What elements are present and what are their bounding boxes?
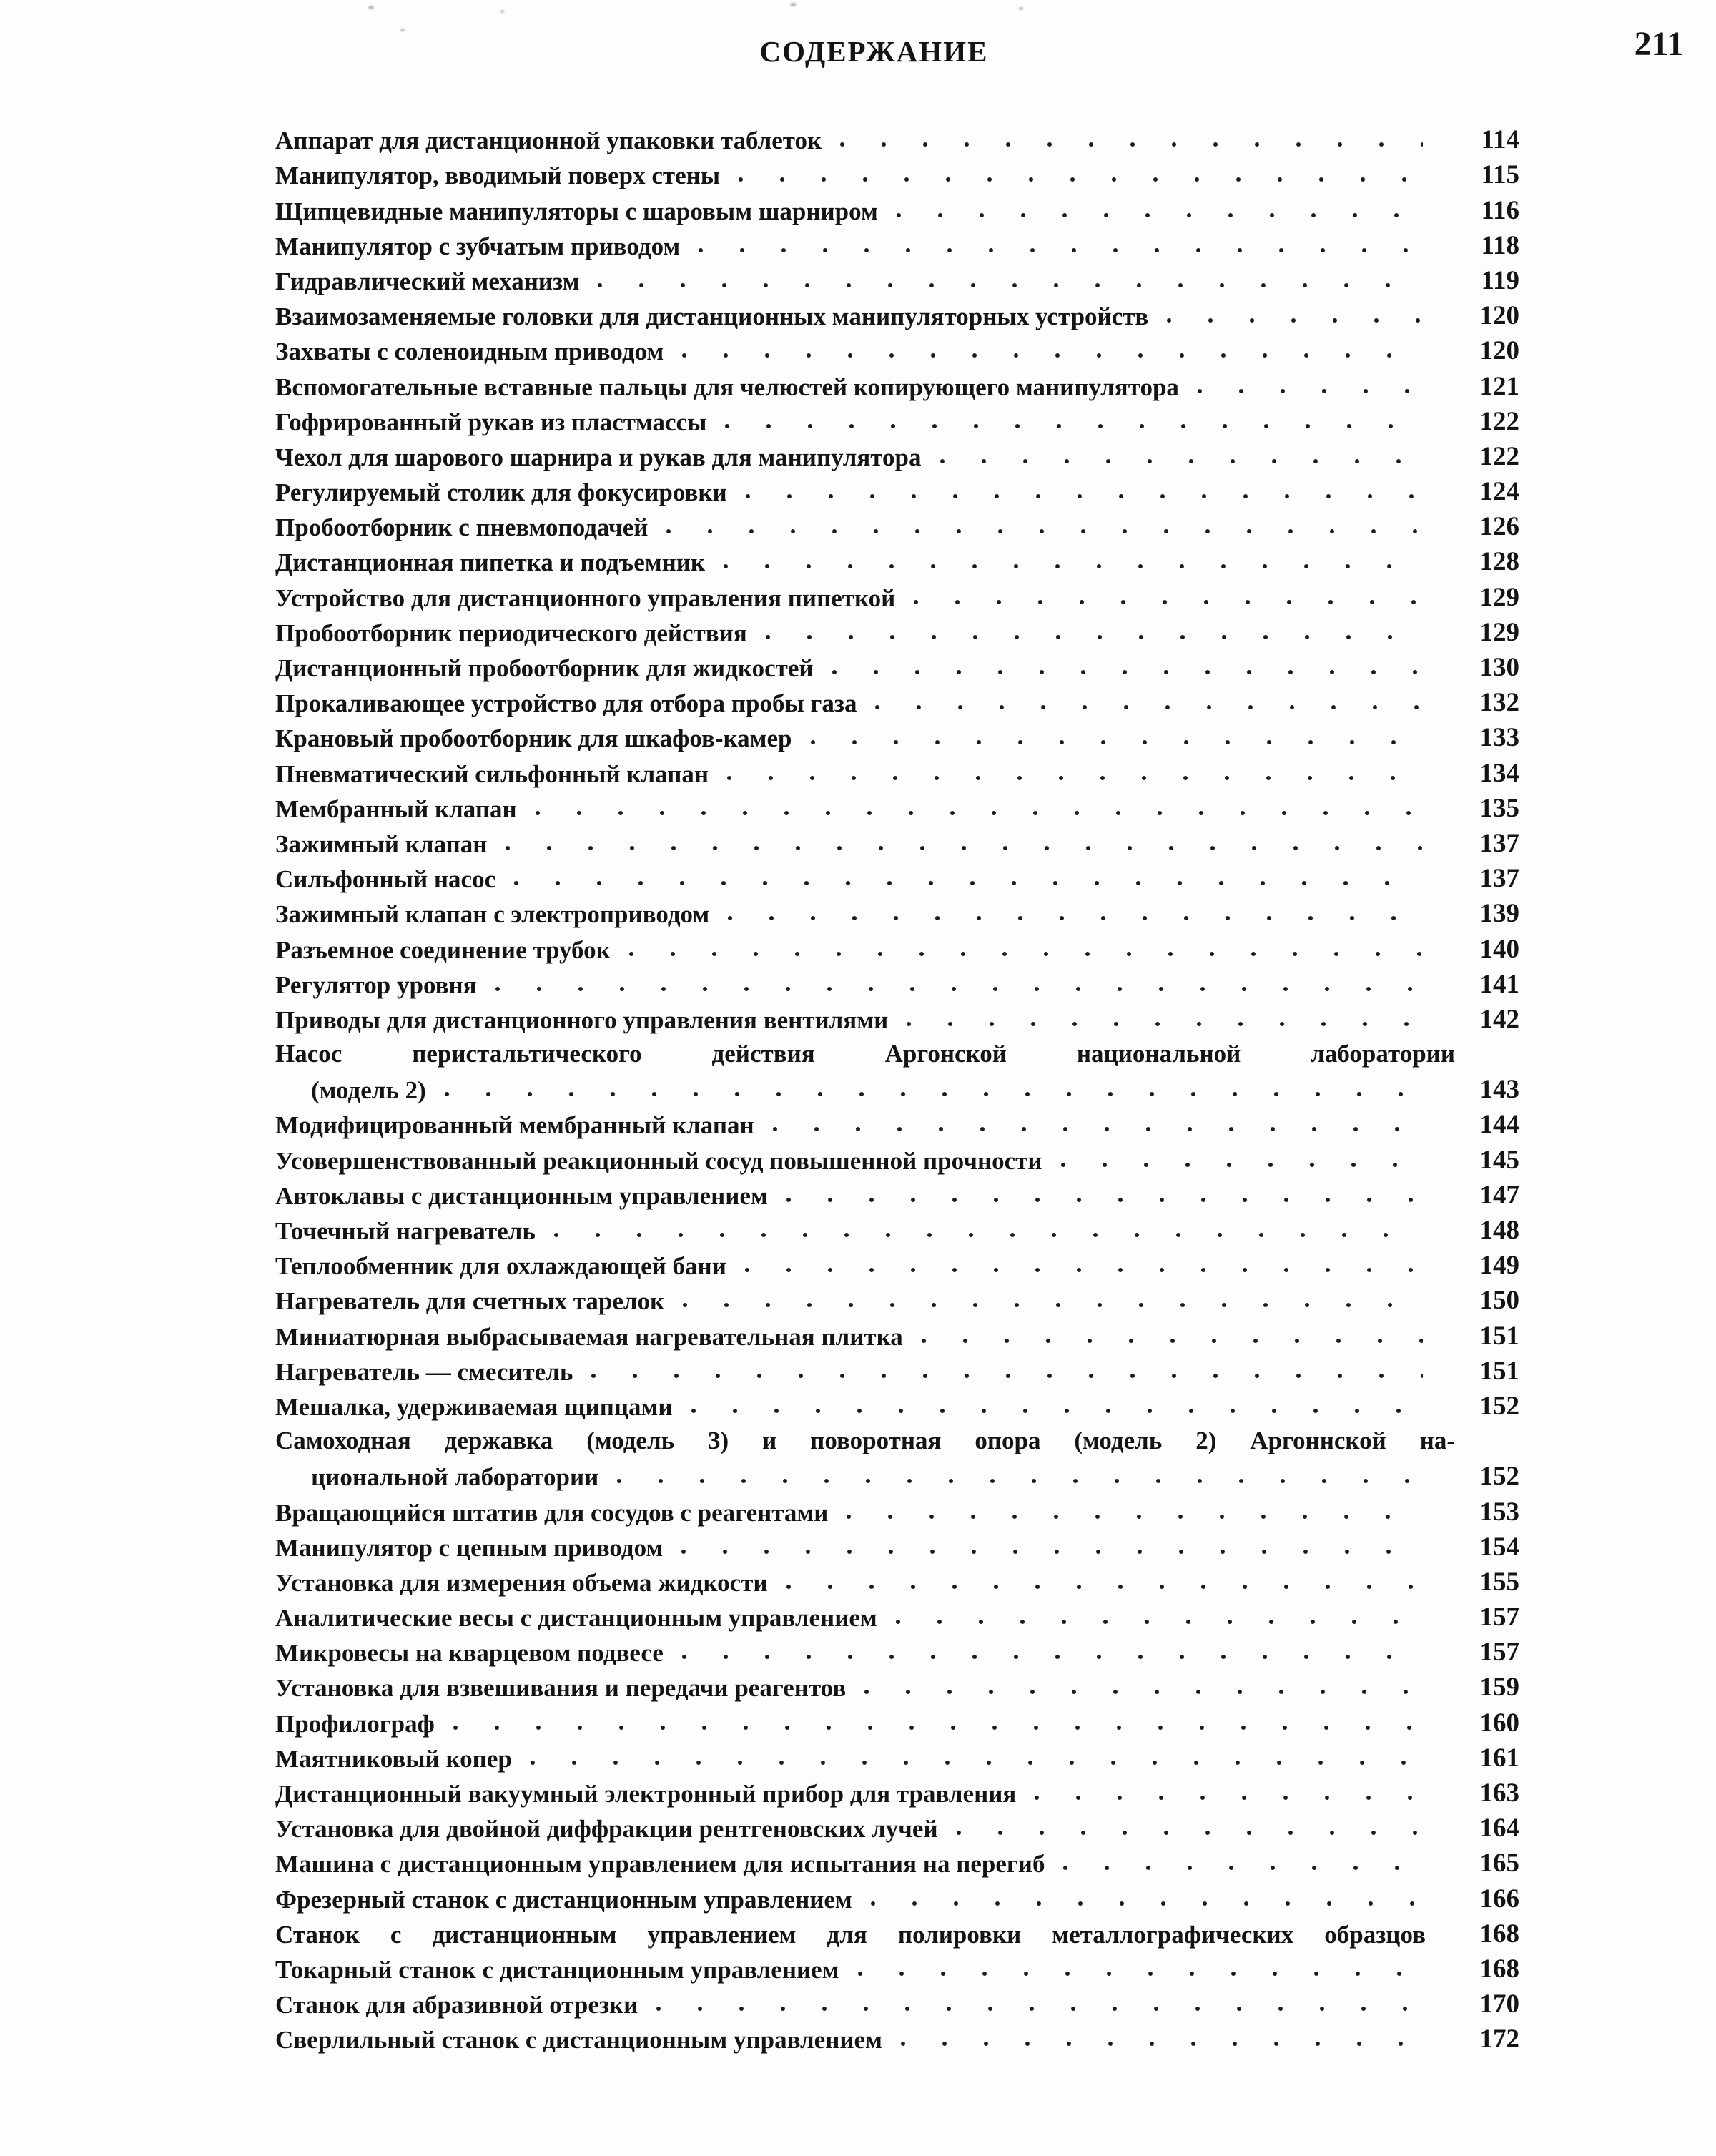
dot-leader xyxy=(939,458,1423,465)
toc-entry-row xyxy=(275,294,1519,329)
dot-leader xyxy=(534,809,1423,817)
toc-entry-title: Машина с дистанционным управлением для испытания на перегиб xyxy=(275,1850,1045,1879)
toc-entry-title: Микровесы на кварцевом подвесе xyxy=(275,1639,664,1668)
dot-leader xyxy=(529,1759,1423,1766)
toc-entry-row xyxy=(275,259,1519,294)
toc-entry-title: Пневматический сильфонный клапан xyxy=(275,759,709,788)
toc-entry-row xyxy=(275,787,1519,822)
toc-entry-title: Приводы для дистанционного управления вентилями xyxy=(275,1005,889,1034)
toc-entry-row xyxy=(275,470,1519,505)
toc-entry-row xyxy=(275,1736,1519,1771)
toc-entry-title: Крановый пробоотборник для шкафов-камер xyxy=(275,724,792,753)
toc-entry-page: 114 xyxy=(1481,125,1519,155)
dot-leader xyxy=(681,1653,1423,1660)
toc-entry-page: 159 xyxy=(1479,1673,1519,1703)
dot-leader xyxy=(737,176,1423,183)
toc-entry-title: Дистанционный вакуумный электронный прибор для травления xyxy=(275,1780,1017,1808)
dot-leader xyxy=(955,1829,1423,1836)
toc-entry-title: Точечный нагреватель xyxy=(275,1217,536,1245)
dot-leader xyxy=(1196,388,1423,395)
dot-leader xyxy=(628,950,1423,958)
toc-entry-page: 165 xyxy=(1479,1849,1519,1879)
toc-entry-page: 142 xyxy=(1479,1004,1519,1034)
table-of-contents xyxy=(275,118,1519,2052)
scan-noise-speck xyxy=(500,10,504,13)
toc-entry-title: Нагреватель — смеситель xyxy=(275,1357,573,1386)
toc-entry-title: Манипулятор с цепным приводом xyxy=(275,1533,664,1562)
toc-entry-row xyxy=(275,540,1519,575)
toc-entry-row xyxy=(275,1209,1519,1244)
toc-entry-row xyxy=(275,153,1519,188)
dot-leader xyxy=(912,599,1423,606)
toc-entry-title: Разъемное соединение трубок xyxy=(275,935,611,964)
toc-entry-row xyxy=(275,1771,1519,1806)
toc-entry-row xyxy=(275,1349,1519,1384)
toc-entry-page: 119 xyxy=(1481,265,1519,295)
toc-entry-row xyxy=(275,400,1519,435)
dot-leader xyxy=(845,1513,1423,1520)
toc-entry-page: 172 xyxy=(1479,2024,1519,2054)
dot-leader xyxy=(596,282,1423,289)
toc-entry-row xyxy=(275,1630,1519,1668)
toc-entry-row xyxy=(275,1279,1519,1314)
toc-entry-row xyxy=(275,1595,1519,1633)
toc-entry-page: 128 xyxy=(1479,547,1519,577)
toc-entry-page: 147 xyxy=(1479,1180,1519,1210)
dot-leader xyxy=(616,1477,1423,1485)
toc-entry-title: Усовершенствованный реакционный сосуд повышенной прочности xyxy=(275,1146,1042,1175)
dot-leader xyxy=(1060,1161,1423,1168)
toc-entry-title: Аппарат для дистанционной упаковки таблеток xyxy=(275,127,822,155)
dot-leader xyxy=(839,141,1423,148)
dot-leader xyxy=(785,1583,1423,1590)
dot-leader xyxy=(809,739,1423,746)
toc-entry-row xyxy=(275,575,1519,610)
toc-entry-title: Зажимный клапан с электроприводом xyxy=(275,900,710,929)
dot-leader xyxy=(744,1266,1423,1274)
toc-entry-title: Теплообменник для охлаждающей бани xyxy=(275,1252,726,1281)
toc-entry-title: Чехол для шарового шарнира и рукав для манипулятора xyxy=(275,443,922,471)
dot-leader xyxy=(452,1724,1423,1731)
toc-entry-row xyxy=(275,646,1519,681)
toc-entry-title: Вспомогательные вставные пальцы для челюстей копирующего манипулятора xyxy=(275,373,1179,401)
toc-entry-page: 126 xyxy=(1479,512,1519,542)
toc-entry-row xyxy=(275,1490,1519,1525)
toc-entry-row xyxy=(275,1912,1519,1947)
toc-entry-title: Регулятор уровня xyxy=(275,970,477,999)
toc-entry-title: Гофрированный рукав из пластмассы xyxy=(275,408,707,436)
dot-leader xyxy=(553,1231,1423,1239)
scan-noise-speck xyxy=(1019,7,1023,10)
toc-entry-page: 152 xyxy=(1479,1391,1519,1421)
scan-noise-speck xyxy=(790,3,797,6)
toc-entry-row xyxy=(275,963,1519,998)
toc-entry-page: 137 xyxy=(1479,864,1519,894)
dot-leader xyxy=(874,704,1423,711)
toc-entry-page: 115 xyxy=(1481,160,1519,190)
dot-leader xyxy=(1165,317,1423,324)
dot-leader xyxy=(504,845,1423,852)
toc-entry-line1: Насос перистальтического действия Аргонской национальной лаборатории xyxy=(275,1039,1455,1068)
dot-leader xyxy=(443,1091,1423,1098)
toc-entry-page: 120 xyxy=(1479,336,1519,366)
dot-leader xyxy=(513,880,1423,887)
toc-entry-row xyxy=(275,1384,1519,1419)
toc-entry-page: 166 xyxy=(1479,1884,1519,1914)
toc-entry-title: Взаимозаменяемые головки для дистанционных манипуляторных устройств xyxy=(275,302,1149,331)
toc-entry-row xyxy=(275,857,1519,892)
toc-entry-title: циональной лаборатории xyxy=(311,1463,599,1492)
toc-entry-title: Маятниковый копер xyxy=(275,1744,512,1773)
toc-entry-row xyxy=(275,1314,1519,1349)
dot-leader xyxy=(895,212,1423,219)
dot-leader xyxy=(665,528,1423,535)
toc-entry-page: 122 xyxy=(1479,441,1519,471)
dot-leader xyxy=(1062,1864,1423,1871)
toc-entry-title: Пробоотборник периодического действия xyxy=(275,619,747,647)
toc-entry-page: 145 xyxy=(1479,1145,1519,1175)
toc-entry-title: (модель 2) xyxy=(311,1076,426,1105)
toc-entry-title: Станок для абразивной отрезки xyxy=(275,1991,638,2019)
toc-entry-row xyxy=(275,118,1519,153)
dot-leader xyxy=(494,985,1423,993)
toc-entry-title: Зажимный клапан xyxy=(275,830,488,858)
toc-entry-title: Профилограф xyxy=(275,1709,435,1738)
toc-entry-title: Аналитические весы с дистанционным управлением xyxy=(275,1604,877,1633)
dot-leader xyxy=(905,1020,1423,1028)
dot-leader xyxy=(726,915,1423,922)
toc-entry-row xyxy=(275,1982,1519,2017)
toc-entry-row xyxy=(275,1700,1519,1736)
dot-leader xyxy=(744,493,1423,500)
toc-entry-page: 132 xyxy=(1479,688,1519,718)
toc-entry-page: 157 xyxy=(1479,1638,1519,1668)
toc-entry-page: 139 xyxy=(1479,899,1519,929)
toc-entry-page: 160 xyxy=(1479,1708,1519,1738)
toc-entry-row xyxy=(275,822,1519,857)
toc-entry-row xyxy=(275,1103,1519,1138)
toc-entry-page: 120 xyxy=(1479,301,1519,331)
toc-entry-title: Модифицированный мембранный клапан xyxy=(275,1111,754,1140)
toc-entry-row xyxy=(275,1876,1519,1914)
toc-entry-row xyxy=(275,751,1519,786)
toc-entry-page: 157 xyxy=(1479,1603,1519,1633)
dot-leader xyxy=(857,1970,1423,1977)
toc-entry-page: 134 xyxy=(1479,758,1519,788)
toc-entry-row xyxy=(275,188,1519,223)
toc-entry-row xyxy=(275,998,1519,1033)
toc-entry-page: 152 xyxy=(1479,1462,1519,1492)
dot-leader xyxy=(726,774,1423,782)
toc-entry-page: 153 xyxy=(1479,1497,1519,1527)
toc-entry-title: Манипулятор, вводимый поверх стены xyxy=(275,162,721,190)
toc-entry-row xyxy=(275,1173,1519,1209)
toc-entry-title: Автоклавы с дистанционным управлением xyxy=(275,1181,768,1210)
dot-leader xyxy=(681,1301,1423,1309)
toc-entry-page: 161 xyxy=(1479,1743,1519,1773)
toc-entry-row xyxy=(275,1525,1519,1560)
toc-entry-row xyxy=(275,1665,1519,1703)
toc-entry-page: 143 xyxy=(1479,1075,1519,1105)
toc-entry-row xyxy=(275,1841,1519,1879)
dot-leader xyxy=(590,1372,1423,1379)
toc-entry-row xyxy=(275,224,1519,259)
toc-entry-row xyxy=(275,927,1519,962)
dot-leader xyxy=(680,1548,1423,1555)
toc-entry-page: 168 xyxy=(1479,1954,1519,1984)
toc-entry-title: Регулируемый столик для фокусировки xyxy=(275,478,727,507)
toc-entry-title: Установка для взвешивания и передачи реагентов xyxy=(275,1674,847,1703)
toc-entry-page: 148 xyxy=(1479,1216,1519,1245)
toc-entry-title: Миниатюрная выбрасываемая нагревательная плитка xyxy=(275,1322,903,1351)
toc-entry-title: Гидравлический механизм xyxy=(275,267,580,295)
toc-entry-page: 151 xyxy=(1479,1356,1519,1386)
toc-entry-title: Манипулятор с зубчатым приводом xyxy=(275,232,681,260)
toc-entry-title: Щипцевидные манипуляторы с шаровым шарниром xyxy=(275,197,878,225)
page-number: 211 xyxy=(1634,25,1684,63)
toc-entry-page: 170 xyxy=(1479,1989,1519,2019)
toc-entry-page: 124 xyxy=(1479,477,1519,507)
toc-entry-title: Станок с дистанционным управлением для полировки металлографических образцов xyxy=(275,1920,1426,1949)
dot-leader xyxy=(869,1900,1423,1907)
toc-entry-row xyxy=(275,2017,1519,2052)
toc-entry-page: 140 xyxy=(1479,934,1519,964)
dot-leader xyxy=(831,669,1423,676)
toc-entry-page: 168 xyxy=(1479,1919,1519,1949)
toc-entry-row xyxy=(275,1068,1519,1103)
toc-entry-page: 130 xyxy=(1479,653,1519,682)
dot-leader xyxy=(863,1688,1423,1695)
toc-entry-title: Установка для измерения объема жидкости xyxy=(275,1568,768,1597)
toc-entry-row xyxy=(275,611,1519,646)
dot-leader xyxy=(722,563,1423,570)
toc-entry-page: 135 xyxy=(1479,793,1519,823)
toc-entry-page: 163 xyxy=(1479,1778,1519,1808)
toc-entry-page: 149 xyxy=(1479,1251,1519,1281)
toc-entry-page: 151 xyxy=(1479,1321,1519,1351)
scan-noise-speck xyxy=(368,6,374,9)
toc-entry-title: Фрезерный станок с дистанционным управлением xyxy=(275,1885,852,1914)
dot-leader xyxy=(697,247,1423,254)
dot-leader xyxy=(681,352,1423,359)
toc-entry-title: Мешалка, удерживаемая щипцами xyxy=(275,1392,673,1421)
page-title: СОДЕРЖАНИЕ xyxy=(759,35,989,68)
toc-entry-title: Устройство для дистанционного управления пипеткой xyxy=(275,584,896,612)
dot-leader xyxy=(690,1407,1423,1414)
toc-entry-page: 122 xyxy=(1479,406,1519,436)
dot-leader xyxy=(764,634,1423,641)
toc-entry-title: Токарный станок с дистанционным управлением xyxy=(275,1955,839,1984)
toc-entry-title: Захваты с соленоидным приводом xyxy=(275,338,664,366)
toc-entry-row xyxy=(275,1138,1519,1173)
dot-leader xyxy=(771,1126,1423,1133)
toc-entry-title: Пробоотборник с пневмоподачей xyxy=(275,513,649,542)
toc-entry-row xyxy=(275,1454,1519,1490)
toc-entry-line1: Самоходная державка (модель 3) и поворотная опора (модель 2) Аргоннской на- xyxy=(275,1426,1455,1454)
toc-entry-page: 118 xyxy=(1481,230,1519,260)
toc-entry-page: 129 xyxy=(1479,617,1519,647)
toc-entry-row xyxy=(275,716,1519,751)
toc-entry-page: 155 xyxy=(1479,1567,1519,1597)
toc-entry-title: Дистанционная пипетка и подъемник xyxy=(275,548,706,577)
toc-entry-page: 137 xyxy=(1479,828,1519,858)
dot-leader xyxy=(920,1337,1423,1344)
toc-entry-page: 144 xyxy=(1479,1110,1519,1140)
dot-leader xyxy=(724,423,1423,430)
toc-entry-row xyxy=(275,329,1519,364)
dot-leader xyxy=(655,2005,1423,2012)
toc-entry-row xyxy=(275,1947,1519,1982)
toc-entry-row xyxy=(275,1560,1519,1595)
toc-entry-page: 154 xyxy=(1479,1532,1519,1562)
toc-entry-title: Установка для двойной диффракции рентгеновских лучей xyxy=(275,1815,938,1844)
toc-entry-page: 164 xyxy=(1479,1813,1519,1844)
dot-leader xyxy=(1033,1794,1423,1801)
toc-entry-row xyxy=(275,892,1519,927)
toc-entry-title: Вращающийся штатив для сосудов с реагентами xyxy=(275,1498,829,1527)
dot-leader xyxy=(899,2040,1423,2047)
scan-noise-speck xyxy=(400,29,405,31)
toc-entry-title: Прокаливающее устройство для отбора пробы газа xyxy=(275,689,857,718)
toc-entry-title: Мембранный клапан xyxy=(275,794,517,823)
toc-entry-title: Сильфонный насос xyxy=(275,865,496,894)
toc-entry-row xyxy=(275,681,1519,716)
dot-leader xyxy=(894,1618,1423,1625)
toc-entry-title: Дистанционный пробоотборник для жидкостей xyxy=(275,654,814,682)
toc-entry-row xyxy=(275,435,1519,470)
toc-entry-page: 150 xyxy=(1479,1286,1519,1316)
toc-entry-page: 141 xyxy=(1479,969,1519,999)
toc-entry-row xyxy=(275,1806,1519,1844)
toc-entry-row xyxy=(275,505,1519,540)
toc-entry-title: Сверлильный станок с дистанционным управлением xyxy=(275,2026,882,2054)
toc-entry-page: 129 xyxy=(1479,582,1519,612)
toc-entry-page: 121 xyxy=(1479,371,1519,401)
dot-leader xyxy=(785,1196,1423,1203)
toc-entry-row xyxy=(275,1244,1519,1279)
toc-entry-row xyxy=(275,364,1519,399)
toc-entry-page: 133 xyxy=(1479,723,1519,753)
toc-entry-page: 116 xyxy=(1481,195,1519,225)
toc-entry-title: Нагреватель для счетных тарелок xyxy=(275,1287,665,1316)
